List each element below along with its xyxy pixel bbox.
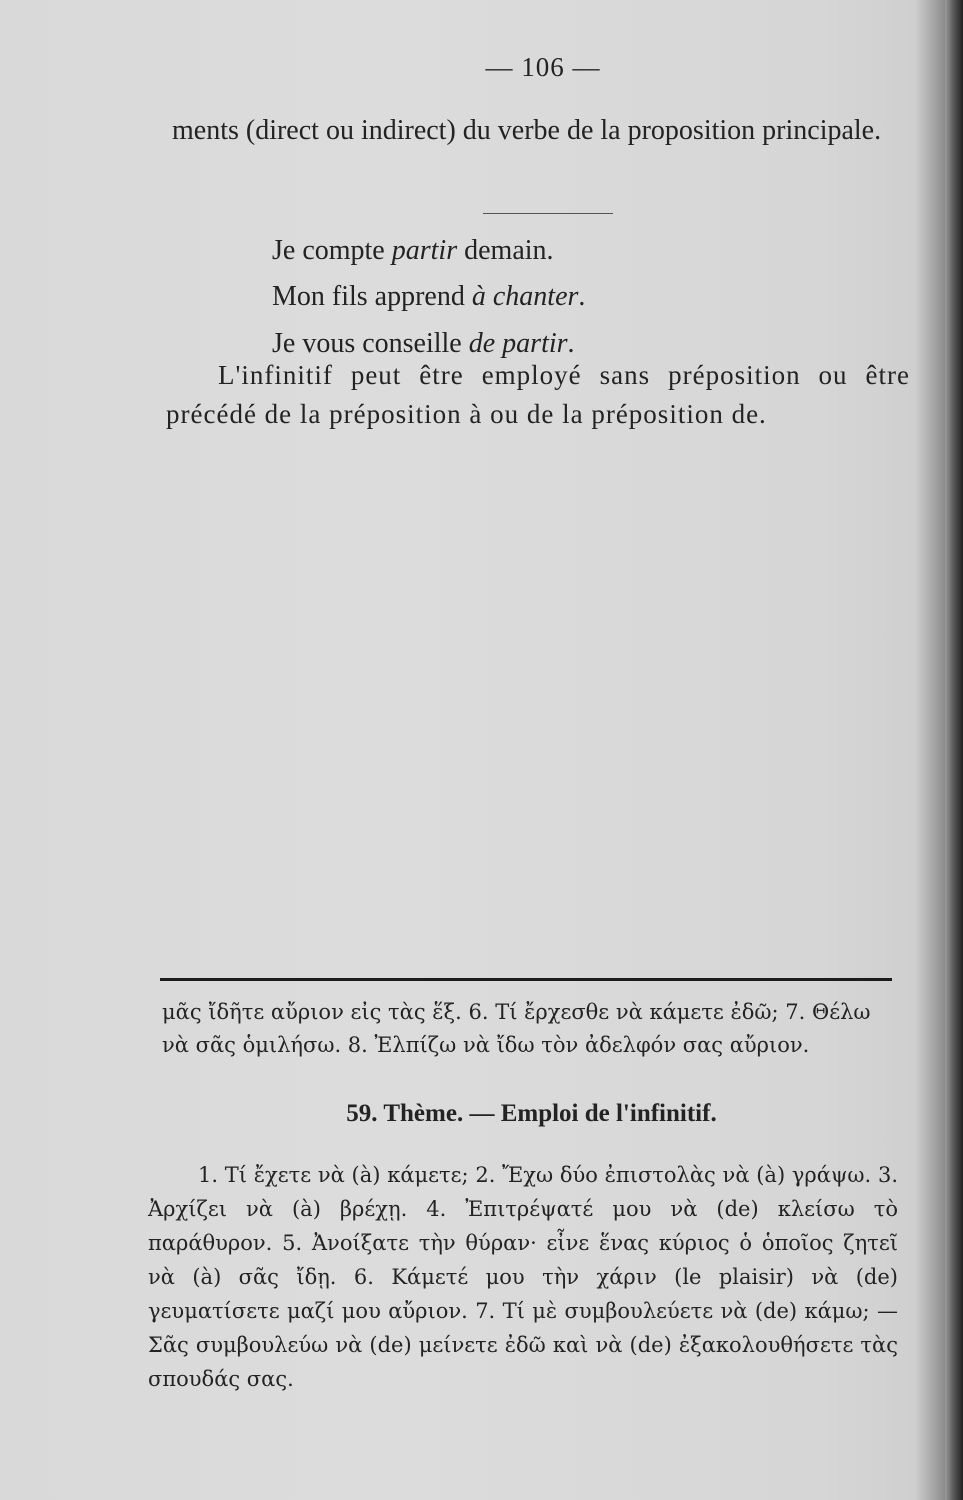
example-italic: de partir [468,327,568,359]
section-rule [160,978,892,981]
example-text: demain. [457,235,554,266]
paragraph-text: ments (direct ou indirect) du verbe de la proposition principale. [172,115,882,146]
example-text: Mon fils apprend [272,281,472,313]
example-text: . [567,327,575,359]
grammar-rule [166,356,910,435]
previous-exercise-text: μᾶς ἴδῆτε αὔριον εἰς τὰς ἕξ. 6. Τί ἔρχεσθε νὰ κάμετε ἐδῶ; 7. Θέλω νὰ σᾶς ὁμιλήσω. 8. Ἐλπίζω νὰ ἴδω τὸν ἀδελφόν σας αὔριον. [162,1000,871,1057]
example-italic: partir [391,235,458,266]
book-spine-shadow [945,0,963,1500]
short-separator [483,213,613,214]
theme-exercise [148,1158,898,1396]
page-number: — 106 — [485,52,601,82]
example-line [272,228,585,274]
example-italic: à chanter [471,281,579,313]
theme-exercise-text: 1. Τί ἔχετε νὰ (à) κάμετε; 2. Ἔχω δύο ἐπιστολὰς νὰ (à) γράψω. 3. Ἀρχίζει νὰ (à) βρέχῃ. 4. Ἐπιτρέψατέ μου νὰ (de) κλείσω τὸ παράθυρον. 5. Ἀνοίξατε τὴν θύραν· εἶνε ἕνας κύριος ὁ ὁποῖος ζητεῖ νὰ (à) σᾶς ἴδῃ. 6. Κάμετέ μου τὴν χάριν (le plaisir) νὰ (de) γευματίσετε μαζί μου αὔριον. 7. Τί μὲ συμβουλεύετε νὰ (de) κάμω; — Σᾶς συμβουλεύω νὰ (de) μείνετε ἐδῶ καὶ νὰ (de) ἐξακολουθήσετε τὰς σπουδάς σας. [148,1163,898,1392]
rule-text: L'infinitif peut être employé sans préposition ou être précédé de la préposition à ou de la préposition de. [166,360,910,430]
example-text: . [578,281,586,313]
theme-heading: 59. Thème. — Emploi de l'infinitif. [346,1100,717,1127]
example-line [272,274,585,320]
example-text: Je vous conseille [272,327,469,359]
example-sentences [272,228,585,367]
example-text: Je compte [272,235,392,266]
continued-paragraph [172,112,917,150]
previous-exercise-end [162,996,897,1061]
